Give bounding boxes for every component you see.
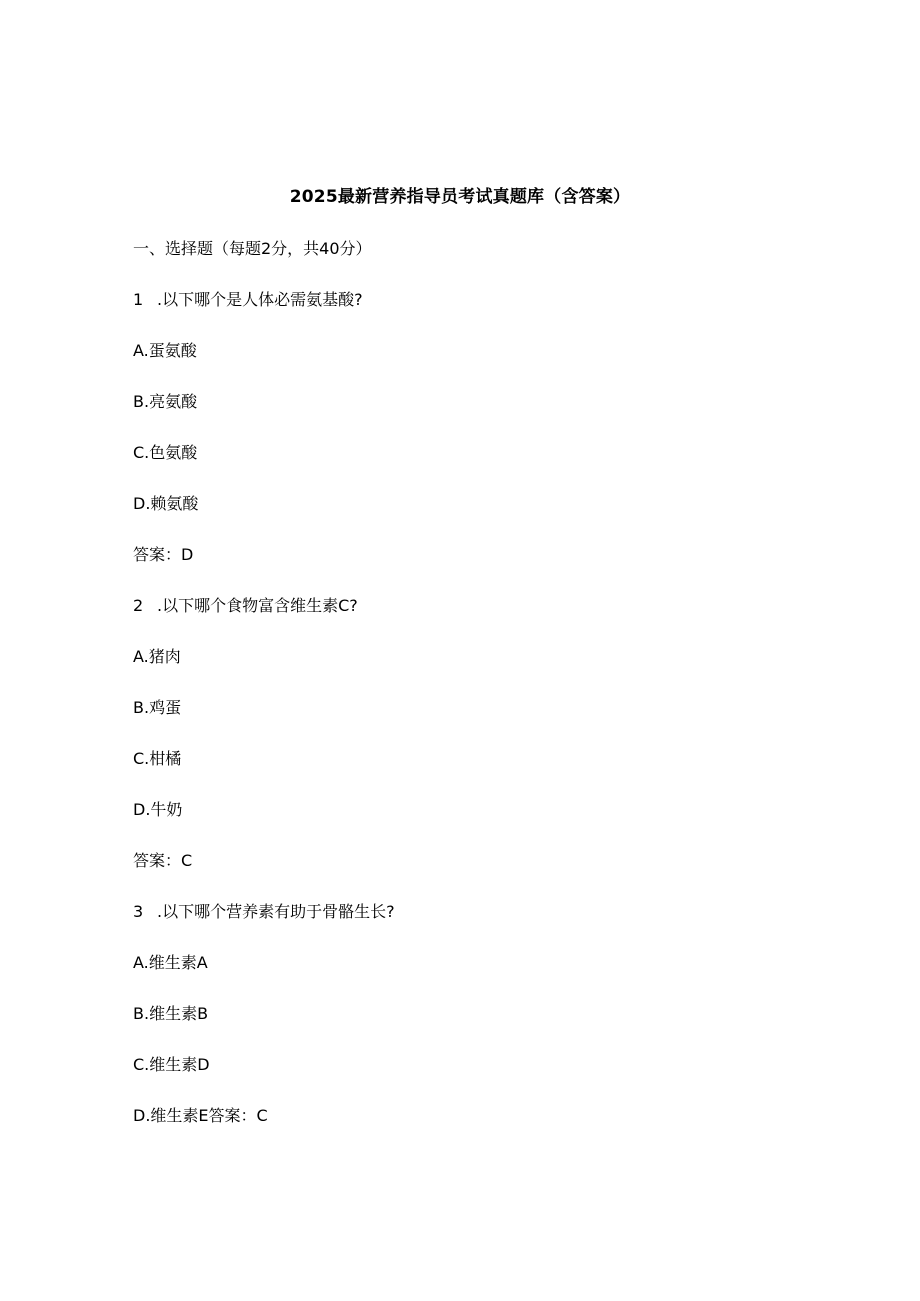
question-number: 2 [133,596,144,615]
option-b: B.亮氨酸 [133,392,198,411]
document-title: 2025最新营养指导员考试真题库（含答案） [289,187,631,207]
question-number: 1 [133,290,144,309]
question-text: .以下哪个食物富含维生素C? [157,596,358,615]
option-b: B.鸡蛋 [133,698,182,717]
section-heading: 一、选择题（每题2分，共40分） [133,239,372,258]
option-d: D.维生素E答案：C [133,1106,268,1125]
question-list [133,288,833,1155]
option-c: C.维生素D [133,1055,210,1074]
option-d: D.赖氨酸 [133,494,199,513]
answer: 答案：D [133,545,194,564]
option-c: C.色氨酸 [133,443,198,462]
option-a: A.维生素A [133,953,208,972]
answer: 答案：C [133,851,193,870]
option-d: D.牛奶 [133,800,183,819]
question-3 [133,900,833,951]
question-1 [133,288,833,339]
option-a: A.猪肉 [133,647,181,666]
option-c: C.柑橘 [133,749,182,768]
question-number: 3 [133,902,144,921]
question-text: .以下哪个是人体必需氨基酸? [157,290,363,309]
option-a: A.蛋氨酸 [133,341,197,360]
option-b: B.维生素B [133,1004,209,1023]
question-2 [133,594,833,645]
question-text: .以下哪个营养素有助于骨骼生长? [157,902,395,921]
